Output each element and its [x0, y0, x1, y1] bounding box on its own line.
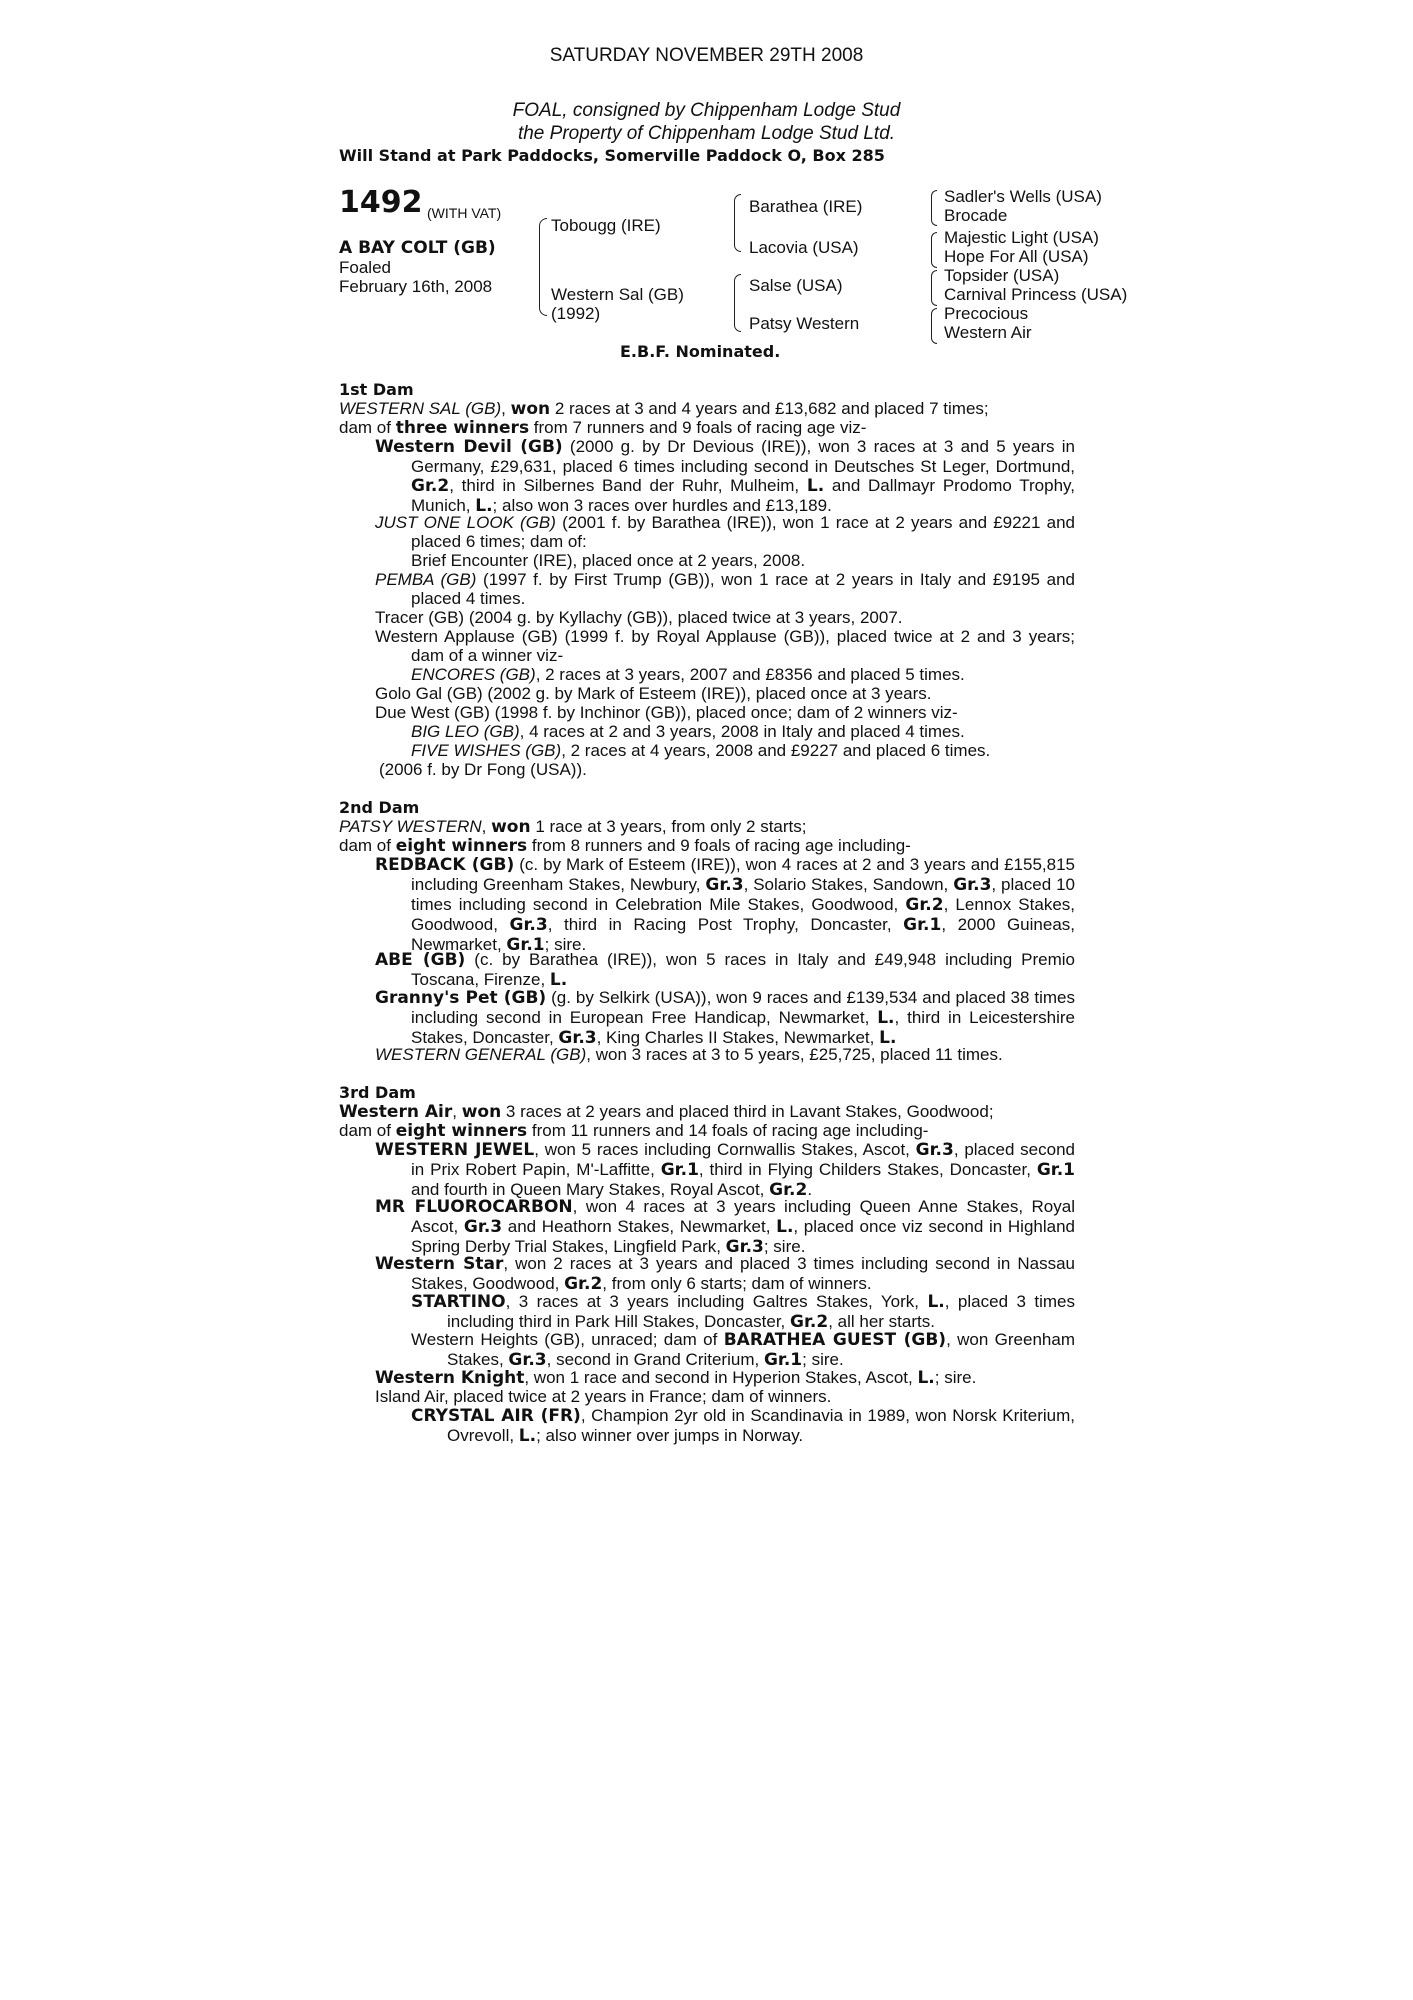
produce-entry-tracer: Tracer (GB) (2004 g. by Kyllachy (GB)), placed twice at 3 years, 2007.	[375, 608, 903, 627]
produce-entry-mr-fluorocarbon: MR FLUOROCARBON, won 4 races at 3 years including Queen Anne Stakes, Royal Ascot, Gr.3 and Heathorn Stakes, Newmarket, L., placed once viz second in Highland Spring Derby Trial Stakes, Lingfield Park, Gr.3; sire.	[375, 1197, 1075, 1257]
produce-entry-grannys-pet: Granny's Pet (GB) (g. by Selkirk (USA)), won 9 races and £139,534 and placed 38 times including second in European Free Handicap, Newmarket, L., third in Leicestershire Stakes, Doncaster, Gr.3, King Charles II Stakes, Newmarket, L.	[375, 988, 1075, 1048]
produce-entry-golo-gal: Golo Gal (GB) (2002 g. by Mark of Esteem (IRE)), placed once at 3 years.	[375, 684, 932, 703]
produce-entry-just-one-look: JUST ONE LOOK (GB) (2001 f. by Barathea (IRE)), won 1 race at 2 years and £9221 and placed 6 times; dam of:	[375, 513, 1075, 551]
produce-entry-encores: ENCORES (GB), 2 races at 3 years, 2007 and £8356 and placed 5 times.	[411, 665, 965, 684]
consignor-line-1: FOAL, consigned by Chippenham Lodge Stud	[512, 100, 901, 121]
pedigree-dam-dam: Patsy Western	[749, 314, 860, 333]
brace	[931, 270, 937, 306]
pedigree-gg4: Hope For All (USA)	[944, 247, 1089, 266]
third-dam-heading: 3rd Dam	[339, 1083, 416, 1102]
lot-description: A BAY COLT (GB)	[339, 238, 496, 258]
brace	[931, 190, 937, 226]
pedigree-gg6: Carnival Princess (USA)	[944, 285, 1128, 304]
first-dam-heading: 1st Dam	[339, 380, 414, 399]
produce-entry-island-air: Island Air, placed twice at 2 years in France; dam of winners.	[375, 1387, 832, 1406]
pedigree-gg8: Western Air	[944, 323, 1032, 342]
brace	[734, 274, 741, 332]
foaled-label: Foaled	[339, 258, 391, 277]
foaled-date: February 16th, 2008	[339, 277, 493, 296]
stand-location: Will Stand at Park Paddocks, Somerville Paddock O, Box 285	[339, 146, 885, 165]
second-dam-line-1: PATSY WESTERN, won 1 race at 3 years, from only 2 starts;	[339, 817, 807, 837]
produce-entry-redback: REDBACK (GB) (c. by Mark of Esteem (IRE)), won 4 races at 2 and 3 years and £155,815 including Greenham Stakes, Newbury, Gr.3, Solario Stakes, Sandown, Gr.3, placed 10 times including second in Celebration Mile Stakes, Goodwood, Gr.2, Lennox Stakes, Goodwood, Gr.3, third in Racing Post Trophy, Doncaster, Gr.1, 2000 Guineas, Newmarket, Gr.1; sire.	[375, 855, 1076, 955]
produce-entry-western-jewel: WESTERN JEWEL, won 5 races including Cornwallis Stakes, Ascot, Gr.3, placed second in Prix Robert Papin, M'-Laffitte, Gr.1, third in Flying Childers Stakes, Doncaster, Gr.1 and fourth in Queen Mary Stakes, Royal Ascot, Gr.2.	[375, 1140, 1076, 1200]
produce-entry-startino: STARTINO, 3 races at 3 years including Galtres Stakes, York, L., placed 3 times including third in Park Hill Stakes, Doncaster, Gr.2, all her starts.	[411, 1292, 1075, 1332]
ebf-nominated: E.B.F. Nominated.	[620, 342, 781, 361]
vat-note: (WITH VAT)	[427, 205, 502, 221]
produce-entry-western-star: Western Star, won 2 races at 3 years and placed 3 times including second in Nassau Stakes, Goodwood, Gr.2, from only 6 starts; dam of winners.	[375, 1254, 1075, 1294]
pedigree-dam-sire: Salse (USA)	[749, 276, 843, 295]
pedigree-sire: Tobougg (IRE)	[551, 216, 661, 235]
brace	[734, 194, 741, 252]
produce-entry-western-general: WESTERN GENERAL (GB), won 3 races at 3 to 5 years, £25,725, placed 11 times.	[375, 1045, 1003, 1064]
second-dam-line-2: dam of eight winners from 8 runners and 9 foals of racing age including-	[339, 836, 911, 856]
produce-entry-western-devil: Western Devil (GB) (2000 g. by Dr Devious (IRE)), won 3 races at 3 and 5 years in Germany, £29,631, placed 6 times including second in Deutsches St Leger, Dortmund, Gr.2, third in Silbernes Band der Ruhr, Mulheim, L. and Dallmayr Prodomo Trophy, Munich, L.; also won 3 races over hurdles and £13,189.	[375, 437, 1075, 516]
produce-entry-abe: ABE (GB) (c. by Barathea (IRE)), won 5 races in Italy and £49,948 including Premio Toscana, Firenze, L.	[375, 950, 1075, 990]
pedigree-gg5: Topsider (USA)	[944, 266, 1060, 285]
sale-date: SATURDAY NOVEMBER 29TH 2008	[549, 45, 864, 66]
pedigree-sire-sire: Barathea (IRE)	[749, 197, 863, 216]
pedigree-gg3: Majestic Light (USA)	[944, 228, 1099, 247]
produce-entry-brief-encounter: Brief Encounter (IRE), placed once at 2 years, 2008.	[411, 551, 806, 570]
brace	[931, 232, 937, 268]
produce-entry-2006-filly: (2006 f. by Dr Fong (USA)).	[379, 760, 587, 779]
produce-entry-pemba: PEMBA (GB) (1997 f. by First Trump (GB)), won 1 race at 2 years in Italy and £9195 and placed 4 times.	[375, 570, 1075, 608]
produce-entry-crystal-air: CRYSTAL AIR (FR), Champion 2yr old in Scandinavia in 1989, won Norsk Kriterium, Ovrevoll, L.; also winner over jumps in Norway.	[411, 1406, 1075, 1446]
produce-entry-western-applause: Western Applause (GB) (1999 f. by Royal Applause (GB)), placed twice at 2 and 3 years; dam of a winner viz-	[375, 627, 1075, 665]
second-dam-heading: 2nd Dam	[339, 798, 420, 817]
first-dam-line-1: WESTERN SAL (GB), won 2 races at 3 and 4 years and £13,682 and placed 7 times;	[339, 399, 989, 419]
pedigree-dam-year: (1992)	[551, 304, 601, 323]
lot-number: 1492	[339, 185, 423, 220]
pedigree-gg1: Sadler's Wells (USA)	[944, 187, 1102, 206]
first-dam-line-2: dam of three winners from 7 runners and 9 foals of racing age viz-	[339, 418, 867, 438]
pedigree-dam: Western Sal (GB)	[551, 285, 684, 304]
brace	[931, 308, 937, 344]
produce-entry-big-leo: BIG LEO (GB), 4 races at 2 and 3 years, 2008 in Italy and placed 4 times.	[411, 722, 965, 741]
produce-entry-five-wishes: FIVE WISHES (GB), 2 races at 4 years, 2008 and £9227 and placed 6 times.	[411, 741, 991, 760]
consignor-line-2: the Property of Chippenham Lodge Stud Ltd.	[517, 123, 896, 144]
pedigree-gg7: Precocious	[944, 304, 1029, 323]
pedigree-sire-dam: Lacovia (USA)	[749, 238, 859, 257]
third-dam-line-2: dam of eight winners from 11 runners and 14 foals of racing age including-	[339, 1121, 929, 1141]
produce-entry-western-knight: Western Knight, won 1 race and second in Hyperion Stakes, Ascot, L.; sire.	[375, 1368, 977, 1388]
third-dam-line-1: Western Air, won 3 races at 2 years and placed third in Lavant Stakes, Goodwood;	[339, 1102, 994, 1122]
brace	[539, 218, 547, 316]
produce-entry-western-heights: Western Heights (GB), unraced; dam of BARATHEA GUEST (GB), won Greenham Stakes, Gr.3, second in Grand Criterium, Gr.1; sire.	[411, 1330, 1075, 1370]
produce-entry-due-west: Due West (GB) (1998 f. by Inchinor (GB)), placed once; dam of 2 winners viz-	[375, 703, 958, 722]
pedigree-gg2: Brocade	[944, 206, 1008, 225]
